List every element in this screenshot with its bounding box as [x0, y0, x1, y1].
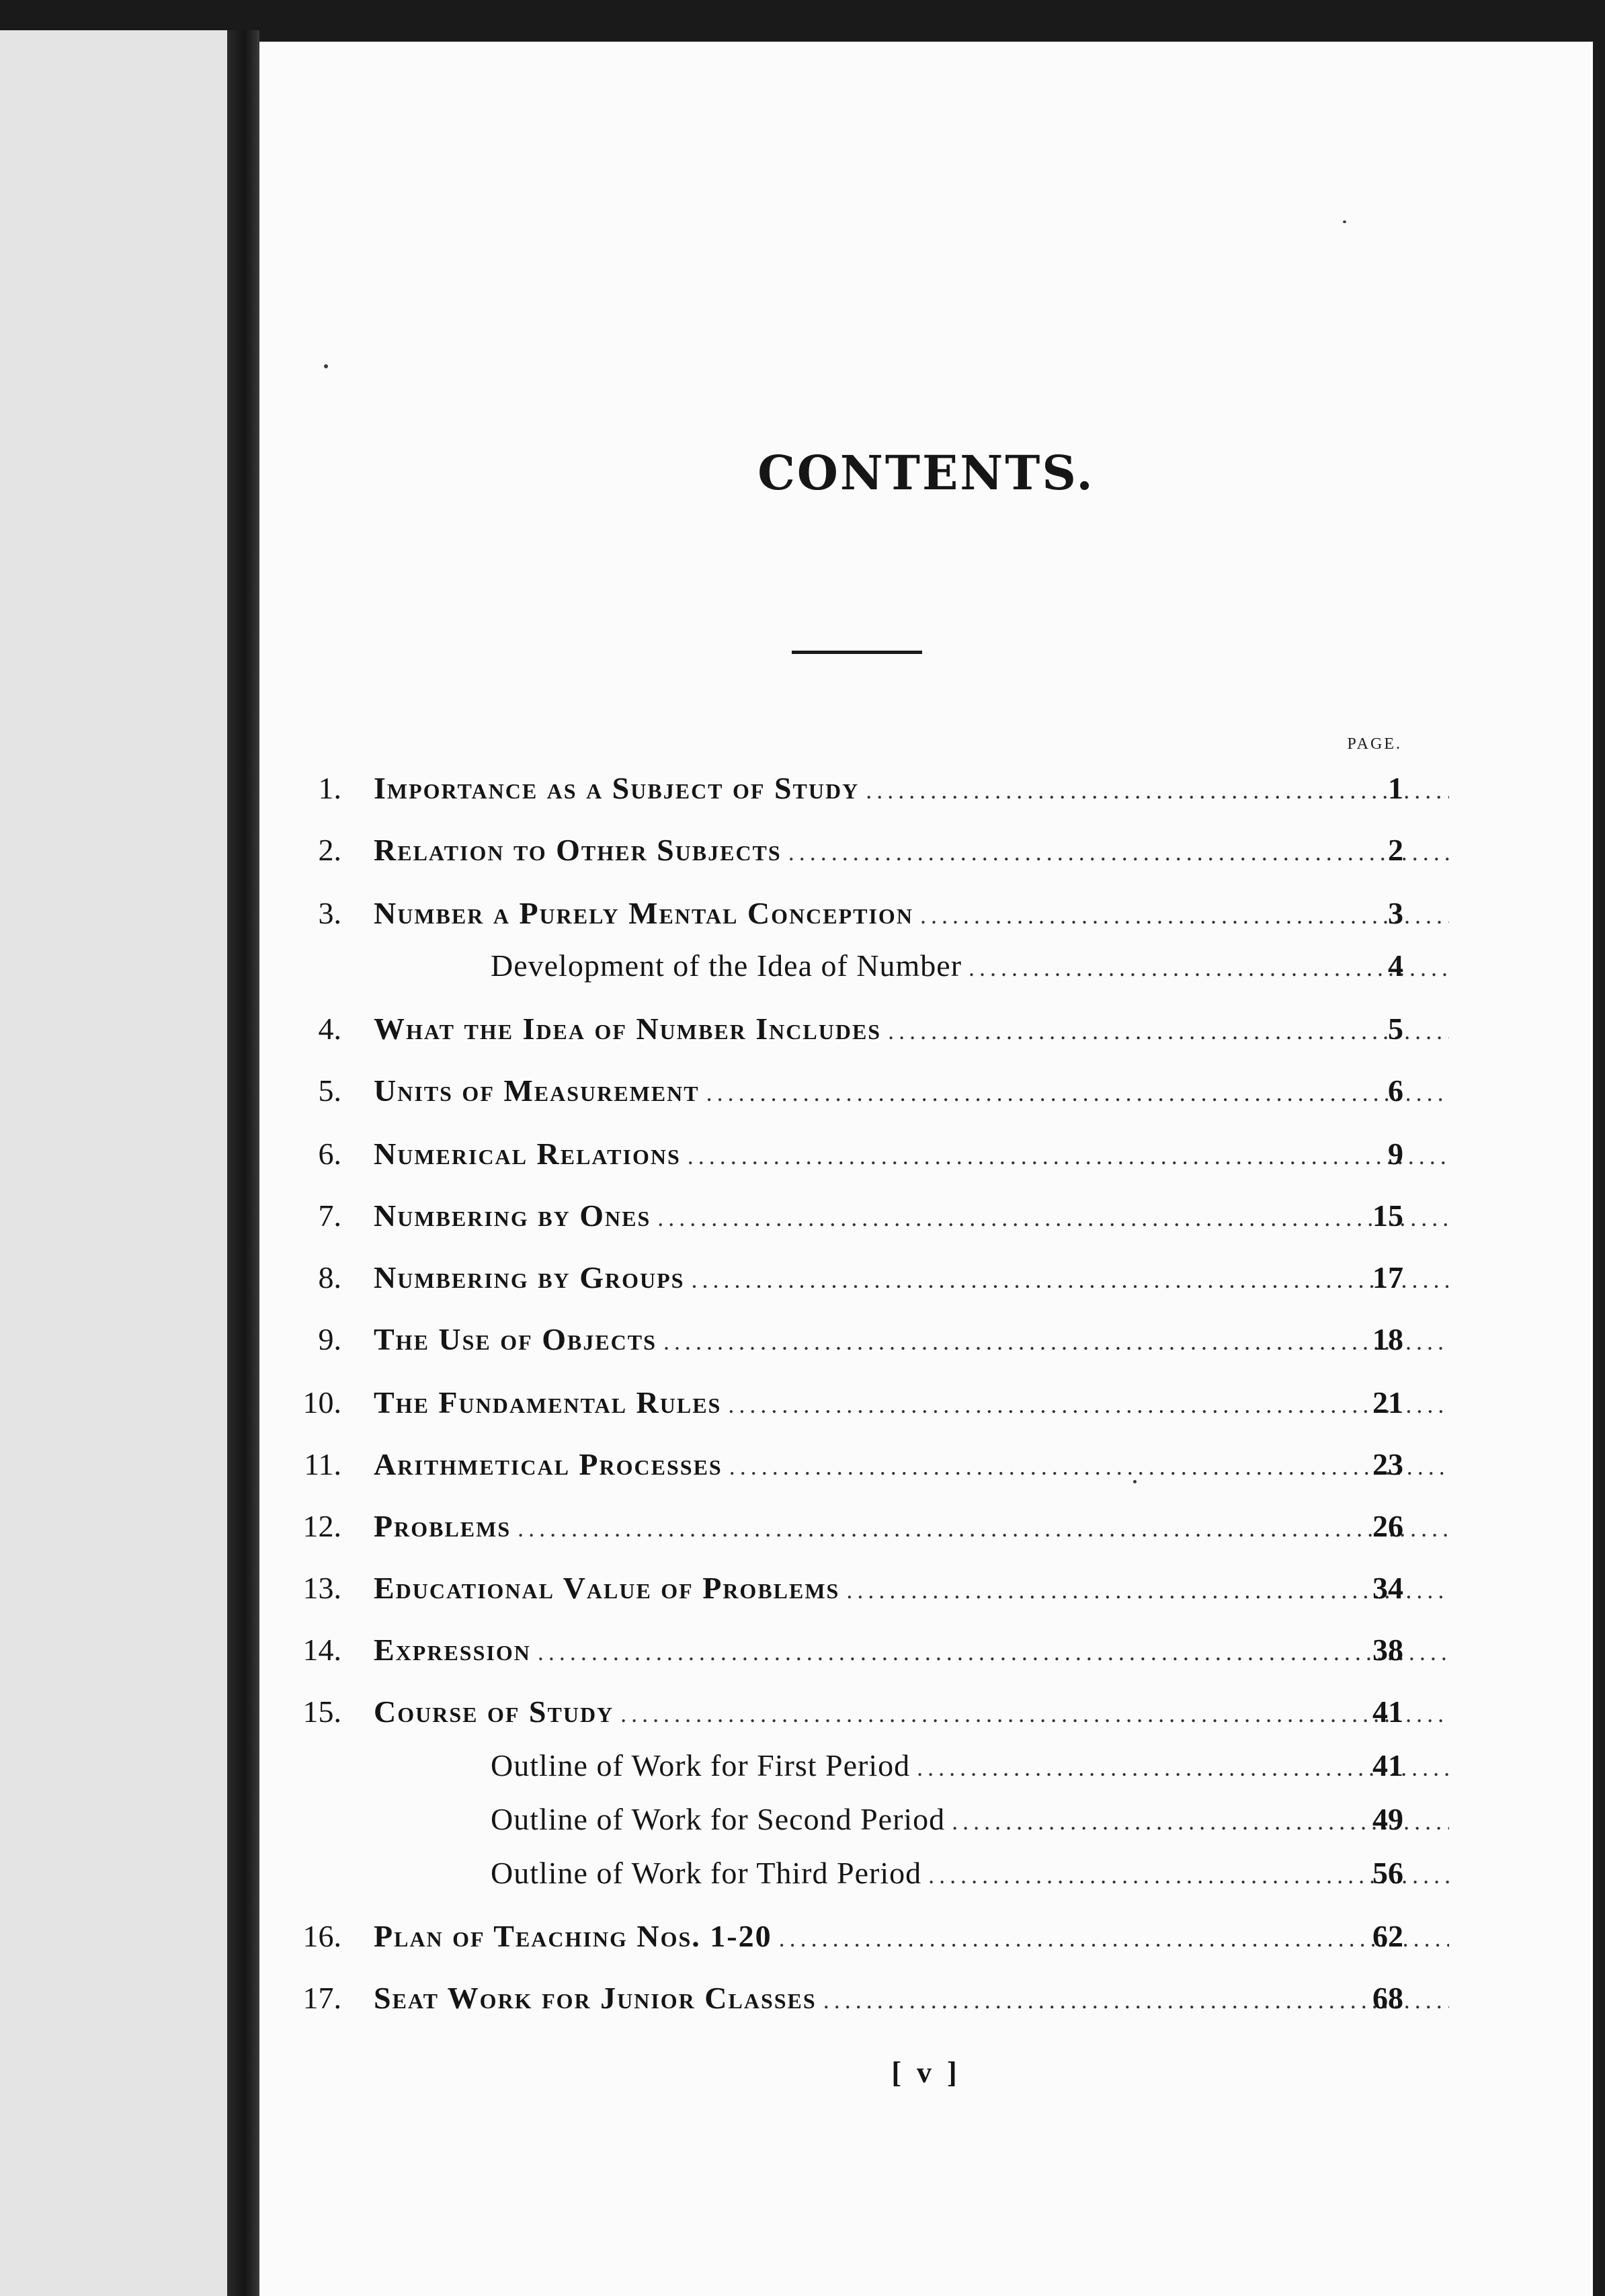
dot-leader [779, 1924, 1449, 1953]
toc-entry [259, 1375, 1593, 1429]
dot-leader [866, 776, 1449, 805]
toc-entry-line [374, 1321, 1449, 1357]
toc-entry-label: The Use of Objects [374, 1322, 657, 1356]
toc-entry-line [491, 1855, 1449, 1891]
toc-entry-line [491, 1801, 1449, 1837]
toc-entry-page-number: 34 [1372, 1571, 1403, 1605]
dot-leader [663, 1327, 1449, 1356]
toc-entry-number: 10. [302, 1385, 341, 1420]
toc-entry-page-number: 9 [1388, 1137, 1403, 1171]
title-rule [792, 651, 922, 654]
toc-entry-page-number: 23 [1372, 1447, 1403, 1481]
toc-entry-line [374, 1385, 1449, 1420]
toc-entry [259, 1250, 1593, 1304]
toc-entry-line [374, 1980, 1449, 2016]
toc-entry-label: Relation to Other Subjects [374, 833, 782, 867]
toc-entry-label: Units of Measurement [374, 1073, 700, 1108]
toc-entry-label: Plan of Teaching Nos. 1-20 [374, 1919, 772, 1953]
dot-leader [729, 1452, 1449, 1481]
toc-entry-label: What the Idea of Number Includes [374, 1012, 882, 1046]
toc-entry [259, 1792, 1593, 1846]
toc-entry [259, 1738, 1593, 1792]
toc-entry [259, 1623, 1593, 1676]
dot-leader [688, 1142, 1449, 1170]
dot-leader [928, 1861, 1449, 1889]
dot-leader [706, 1079, 1449, 1107]
toc-entry-page-number: 5 [1388, 1012, 1403, 1046]
toc-entry-number: 3. [318, 896, 341, 930]
print-speck [1343, 220, 1346, 223]
toc-entry-number: 2. [318, 833, 341, 867]
toc-entry [259, 823, 1593, 876]
print-speck [324, 364, 328, 368]
toc-entry-label: Outline of Work for First Period [491, 1748, 911, 1782]
toc-entry [259, 1437, 1593, 1491]
toc-entry-page-number: 2 [1388, 833, 1403, 867]
toc-entry-line [374, 1918, 1449, 1954]
toc-entry-page-number: 56 [1372, 1856, 1403, 1890]
toc-entry-number: 14. [302, 1633, 341, 1667]
book-binding-edge [227, 30, 259, 2296]
toc-entry-label: Importance as a Subject of Study [374, 771, 860, 805]
toc-entry-line [374, 895, 1449, 931]
toc-entry-page-number: 1 [1388, 771, 1403, 805]
page-title: CONTENTS. [757, 445, 1095, 501]
toc-entry-number: 7. [318, 1198, 341, 1233]
toc-entry-label: Course of Study [374, 1694, 614, 1729]
toc-entry [259, 1971, 1593, 2024]
toc-entry-number: 9. [318, 1322, 341, 1356]
toc-entry-number: 1. [318, 771, 341, 805]
toc-entry-label: Outline of Work for Second Period [491, 1802, 946, 1836]
dot-leader [888, 1017, 1449, 1045]
toc-entry-label: Numbering by Groups [374, 1260, 685, 1295]
toc-entry-number: 11. [304, 1447, 341, 1481]
toc-entry-page-number: 17 [1372, 1260, 1403, 1295]
toc-entry-line [374, 1136, 1449, 1172]
toc-entry-page-number: 62 [1372, 1919, 1403, 1953]
toc-entry-line [374, 1446, 1449, 1482]
dot-leader [846, 1576, 1449, 1604]
toc-entry [259, 1909, 1593, 1963]
toc-entry-label: Development of the Idea of Number [491, 948, 962, 983]
toc-entry-line [491, 948, 1449, 983]
contents-page [259, 42, 1593, 2296]
toc-entry-page-number: 38 [1372, 1633, 1403, 1667]
toc-entry-page-number: 18 [1372, 1322, 1403, 1356]
toc-entry-label: Number a Purely Mental Conception [374, 896, 913, 930]
toc-entry-label: Problems [374, 1509, 511, 1543]
dot-leader [788, 838, 1449, 866]
toc-entry-line [374, 1632, 1449, 1668]
dot-leader [691, 1266, 1449, 1294]
toc-entry [259, 1561, 1593, 1614]
toc-entry-line [374, 1260, 1449, 1295]
toc-entry-line [491, 1748, 1449, 1783]
toc-entry-page-number: 4 [1388, 948, 1403, 983]
dot-leader [823, 1986, 1449, 2014]
toc-entry-line [374, 1570, 1449, 1606]
toc-entry-number: 13. [302, 1571, 341, 1605]
dot-leader [518, 1514, 1449, 1543]
toc-entry [259, 1063, 1593, 1117]
toc-entry [259, 1684, 1593, 1738]
print-speck [1133, 1480, 1137, 1483]
toc-entry [259, 761, 1593, 815]
toc-entry-page-number: 15 [1372, 1198, 1403, 1233]
toc-entry [259, 1001, 1593, 1055]
toc-entry-label: Expression [374, 1633, 531, 1667]
toc-entry-page-number: 41 [1372, 1694, 1403, 1729]
toc-entry-label: The Fundamental Rules [374, 1385, 722, 1420]
dot-leader [969, 954, 1449, 982]
facing-page [0, 30, 227, 2296]
toc-entry-page-number: 49 [1372, 1802, 1403, 1836]
toc-entry-line [374, 1198, 1449, 1233]
toc-entry-line [374, 1011, 1449, 1047]
toc-entry-page-number: 26 [1372, 1509, 1403, 1543]
toc-entry-number: 15. [302, 1694, 341, 1729]
toc-entry-label: Outline of Work for Third Period [491, 1856, 922, 1890]
toc-entry-page-number: 6 [1388, 1073, 1403, 1108]
toc-entry-number: 6. [318, 1137, 341, 1171]
toc-entry-number: 16. [302, 1919, 341, 1953]
toc-entry [259, 1126, 1593, 1180]
toc-entry-number: 5. [318, 1073, 341, 1108]
toc-entry-page-number: 3 [1388, 896, 1403, 930]
toc-entry [259, 1846, 1593, 1899]
toc-entry-label: Numbering by Ones [374, 1198, 651, 1233]
toc-entry-page-number: 68 [1372, 1981, 1403, 2015]
dot-leader [728, 1391, 1449, 1419]
page-column-header: PAGE. [1347, 735, 1402, 753]
toc-entry-number: 17. [302, 1981, 341, 2015]
toc-entry [259, 1312, 1593, 1366]
toc-entry-line [374, 1508, 1449, 1544]
table-of-contents [259, 761, 1593, 2072]
toc-entry-line [374, 832, 1449, 868]
dot-leader [917, 1754, 1449, 1782]
toc-entry-page-number: 21 [1372, 1385, 1403, 1420]
toc-entry [259, 938, 1593, 992]
toc-entry [259, 1499, 1593, 1553]
toc-entry-number: 4. [318, 1012, 341, 1046]
dot-leader [620, 1700, 1449, 1728]
page-number-roman: [ v ] [891, 2056, 961, 2089]
dot-leader [657, 1204, 1449, 1232]
toc-entry-line [374, 770, 1449, 806]
dot-leader [920, 901, 1449, 930]
dot-leader [538, 1638, 1449, 1666]
toc-entry [259, 1188, 1593, 1242]
toc-entry-line [374, 1073, 1449, 1108]
toc-entry-label: Arithmetical Processes [374, 1447, 723, 1481]
toc-entry-number: 12. [302, 1509, 341, 1543]
toc-entry-label: Seat Work for Junior Classes [374, 1981, 817, 2015]
toc-entry-label: Educational Value of Problems [374, 1571, 840, 1605]
toc-entry [259, 886, 1593, 940]
toc-entry-page-number: 41 [1372, 1748, 1403, 1782]
toc-entry-number: 8. [318, 1260, 341, 1295]
toc-entry-label: Numerical Relations [374, 1137, 681, 1171]
toc-entry-line [374, 1694, 1449, 1729]
